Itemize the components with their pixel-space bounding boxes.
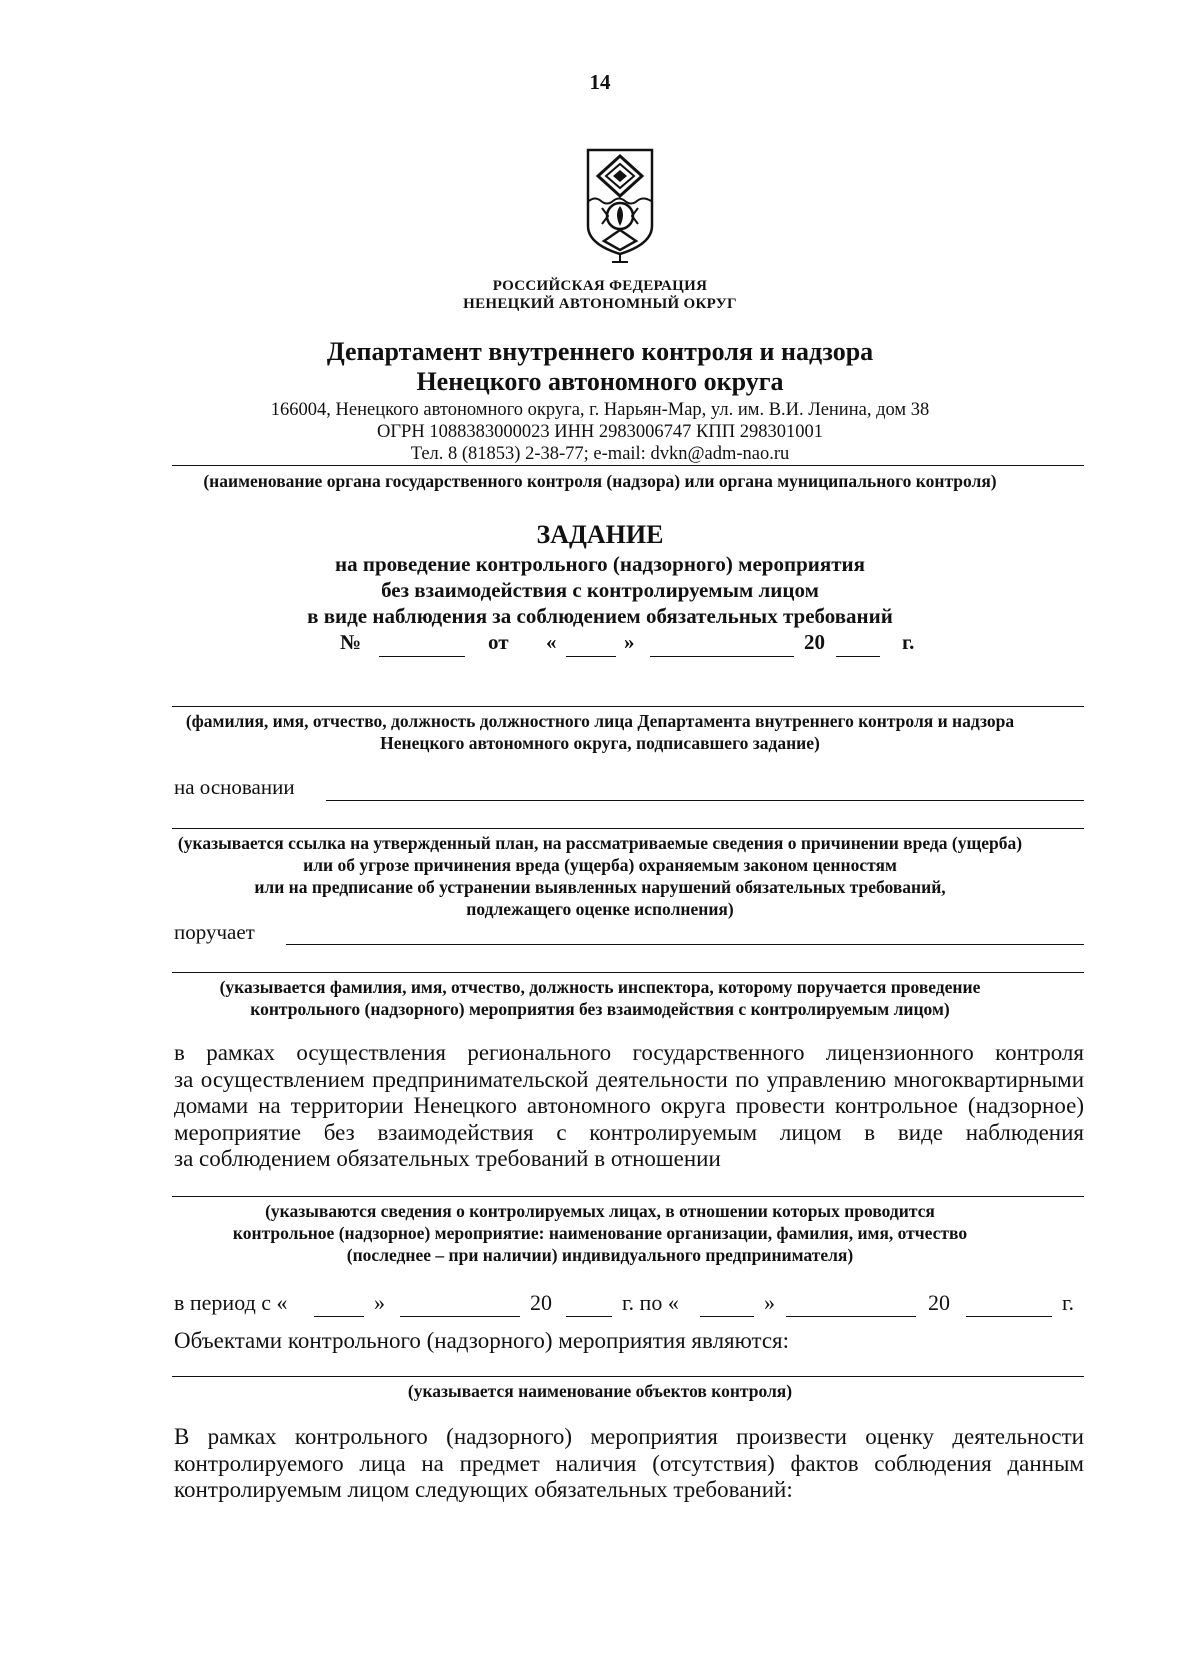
scope-line-1: в рамках осуществления регионального государственного лицензионного контроля — [174, 1040, 1084, 1065]
subject-caption-1: (указываются сведения о контролируемых лицах, в отношении которых проводится — [265, 1201, 935, 1221]
header-divider — [172, 465, 1084, 466]
basis-blank-1[interactable] — [326, 800, 1084, 801]
date-quote-open: « — [546, 630, 557, 654]
scope-line-2: за осуществлением предпринимательской деятельности по управлению многоквартирными — [174, 1066, 1084, 1092]
document-subtitle-2: без взаимодействия с контролируемым лицом — [381, 578, 819, 602]
organization-name-line2: Ненецкого автономного округа — [416, 367, 784, 396]
period-end-month-blank[interactable] — [786, 1316, 916, 1317]
organization-registry: ОГРН 1088383000023 ИНН 2983006747 КПП 298301001 — [377, 422, 823, 442]
period-start-year-prefix: 20 — [530, 1290, 552, 1315]
date-from-label: от — [488, 630, 509, 654]
period-start-month-blank[interactable] — [400, 1316, 520, 1317]
document-subtitle-1: на проведение контрольного (надзорного) мероприятия — [335, 552, 865, 576]
coat-of-arms-nenets-icon — [582, 146, 658, 264]
scope-paragraph — [174, 1040, 1084, 1173]
basis-caption-2: или об угрозе причинения вреда (ущерба) охраняемым законом ценностям — [303, 855, 897, 875]
period-start-year-blank[interactable] — [566, 1316, 612, 1317]
period-start-day-blank[interactable] — [314, 1316, 364, 1317]
subject-caption-2: контрольное (надзорное) мероприятие: наименование организации, фамилия, имя, отчество — [232, 1223, 968, 1243]
inspector-blank-2[interactable] — [172, 972, 1084, 973]
basis-caption-4: подлежащего оценке исполнения) — [466, 899, 734, 919]
evaluation-paragraph — [174, 1424, 1084, 1504]
organization-name-line1: Департамент внутреннего контроля и надзора — [326, 337, 874, 366]
year-blank[interactable] — [836, 656, 880, 657]
region-heading: НЕНЕЦКИЙ АВТОНОМНЫЙ ОКРУГ — [463, 296, 737, 312]
evaluation-line-1: В рамках контрольного (надзорного) мероприятия произвести оценку деятельности — [174, 1424, 1084, 1449]
assign-caption-1: (указывается фамилия, имя, отчество, должность инспектора, которому поручается проведение — [219, 977, 981, 997]
basis-caption-1: (указывается ссылка на утвержденный план, на рассматриваемые сведения о причинении вреда (ущерба) — [177, 833, 1023, 853]
subject-blank[interactable] — [172, 1196, 1084, 1197]
scope-line-3: домами на территории Ненецкого автономного округа провести контрольное (надзорное) — [174, 1093, 1084, 1118]
official-caption-1: (фамилия, имя, отчество, должность должностного лица Департамента внутреннего контроля и надзора — [185, 711, 1015, 731]
objects-caption: (указывается наименование объектов контроля) — [407, 1381, 793, 1401]
objects-blank[interactable] — [172, 1376, 1084, 1377]
official-name-blank[interactable] — [172, 706, 1084, 707]
period-to-label: г. по « — [622, 1290, 679, 1315]
period-end-year-blank[interactable] — [966, 1316, 1052, 1317]
basis-blank-2[interactable] — [172, 828, 1084, 829]
official-caption-2: Ненецкого автономного округа, подписавшего задание) — [380, 733, 820, 753]
document-subtitle-3: в виде наблюдения за соблюдением обязательных требований — [307, 604, 893, 628]
scope-line-4: мероприятие без взаимодействия с контролируемым лицом в виде наблюдения — [174, 1119, 1084, 1145]
organization-address: 166004, Ненецкого автономного округа, г. Нарьян-Мар, ул. им. В.И. Ленина, дом 38 — [270, 400, 930, 420]
day-blank[interactable] — [566, 656, 616, 657]
page-number: 14 — [589, 70, 611, 94]
objects-label: Объектами контрольного (надзорного) мероприятия являются: — [174, 1328, 790, 1353]
assign-label: поручает — [174, 920, 255, 944]
year-suffix: г. — [902, 630, 915, 654]
basis-caption-3: или на предписание об устранении выявленных нарушений обязательных требований, — [254, 877, 946, 897]
evaluation-line-2: контролируемого лица на предмет наличия (отсутствия) фактов соблюдения данным — [174, 1450, 1084, 1476]
period-quote-close: » — [374, 1290, 385, 1315]
inspector-blank-1[interactable] — [286, 944, 1084, 945]
period-end-suffix: г. — [1062, 1290, 1075, 1315]
period-end-day-blank[interactable] — [700, 1316, 754, 1317]
organization-caption: (наименование органа государственного контроля (надзора) или органа муниципального контроля) — [203, 471, 997, 491]
basis-label: на основании — [174, 775, 295, 799]
document-title: ЗАДАНИЕ — [536, 520, 664, 549]
date-quote-close: » — [624, 630, 635, 654]
number-label: № — [340, 630, 362, 654]
number-blank[interactable] — [379, 656, 465, 657]
evaluation-line-3: контролируемым лицом следующих обязательных требований: — [174, 1477, 793, 1502]
year-prefix: 20 — [804, 630, 825, 654]
period-from-label: в период с « — [174, 1290, 288, 1315]
period-end-year-prefix: 20 — [928, 1290, 950, 1315]
month-blank[interactable] — [650, 656, 794, 657]
subject-caption-3: (последнее – при наличии) индивидуального предпринимателя) — [346, 1245, 854, 1265]
organization-contacts: Тел. 8 (81853) 2-38-77; e-mail: dvkn@adm-nao.ru — [410, 444, 790, 464]
assign-caption-2: контрольного (надзорного) мероприятия без взаимодействия с контролируемым лицом) — [250, 999, 950, 1019]
scope-line-5: за соблюдением обязательных требований в отношении — [174, 1146, 721, 1171]
country-heading: РОССИЙСКАЯ ФЕДЕРАЦИЯ — [492, 278, 708, 294]
period-quote-close-2: » — [764, 1290, 775, 1315]
